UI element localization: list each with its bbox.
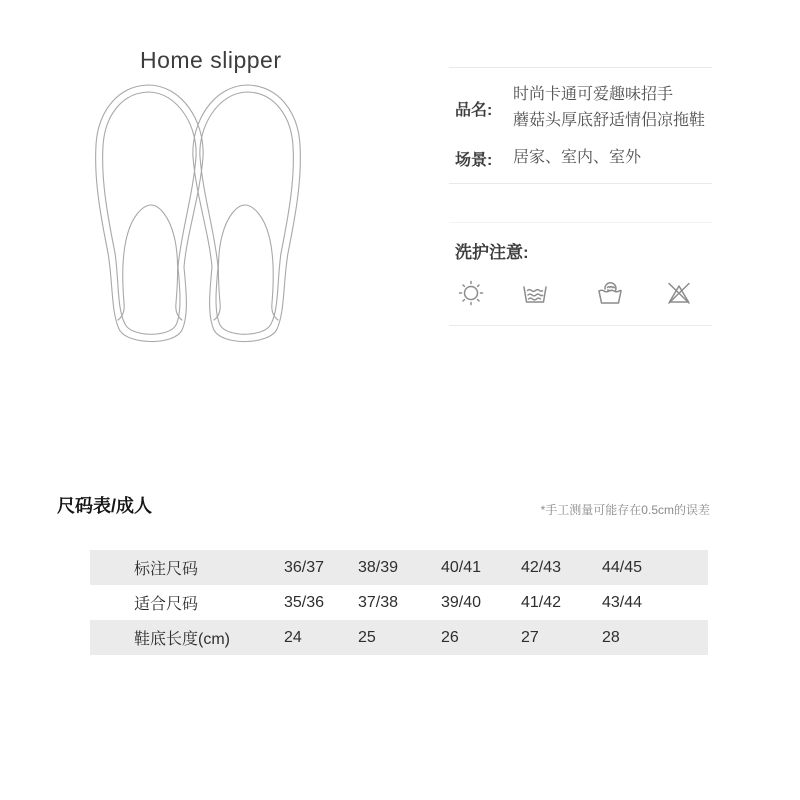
row-label: 适合尺码 <box>134 596 199 613</box>
size-chart-title: 尺码表/成人 <box>57 496 153 516</box>
size-cell: 36/37 <box>284 558 325 576</box>
care-instructions-label: 洗护注意: <box>455 243 529 262</box>
sun-dry-icon <box>455 277 487 309</box>
size-cell: 38/39 <box>358 558 399 576</box>
product-name-line1: 时尚卡通可爱趣味招手 <box>513 86 674 103</box>
product-name-row <box>455 82 705 134</box>
divider <box>449 183 712 184</box>
divider <box>449 325 712 326</box>
size-cell: 37/38 <box>358 593 399 611</box>
scene-value: 居家、室内、室外 <box>513 149 642 166</box>
product-name-label: 品名: <box>455 101 493 119</box>
table-row <box>90 620 708 655</box>
size-table <box>90 550 708 655</box>
page-title: Home slipper <box>140 47 282 73</box>
slipper-right-outline <box>193 85 301 342</box>
divider <box>449 67 712 68</box>
size-cell: 41/42 <box>521 593 562 611</box>
size-cell: 27 <box>521 628 539 646</box>
size-cell: 42/43 <box>521 558 562 576</box>
scene-row <box>455 146 641 170</box>
product-name-value <box>513 82 705 134</box>
size-cell: 25 <box>358 628 376 646</box>
row-label: 鞋底长度(cm) <box>134 631 230 648</box>
size-cell: 44/45 <box>602 558 643 576</box>
size-cell: 39/40 <box>441 593 482 611</box>
slipper-illustration <box>88 83 308 358</box>
table-row <box>90 585 708 620</box>
divider <box>449 222 712 223</box>
product-name-line2: 蘑菇头厚底舒适情侣凉拖鞋 <box>513 112 706 129</box>
size-cell: 40/41 <box>441 558 482 576</box>
slipper-left-outline <box>96 85 204 342</box>
do-not-bleach-icon <box>663 277 695 309</box>
size-cell: 28 <box>602 628 620 646</box>
row-label: 标注尺码 <box>134 561 199 578</box>
size-cell: 24 <box>284 628 302 646</box>
scene-label: 场景: <box>455 151 493 169</box>
size-cell: 35/36 <box>284 593 325 611</box>
size-cell: 26 <box>441 628 459 646</box>
hand-wash-icon <box>594 277 626 309</box>
table-row <box>90 550 708 585</box>
measurement-note: *手工测量可能存在0.5cm的误差 <box>540 503 710 517</box>
size-cell: 43/44 <box>602 593 643 611</box>
gentle-wash-icon <box>519 277 551 309</box>
